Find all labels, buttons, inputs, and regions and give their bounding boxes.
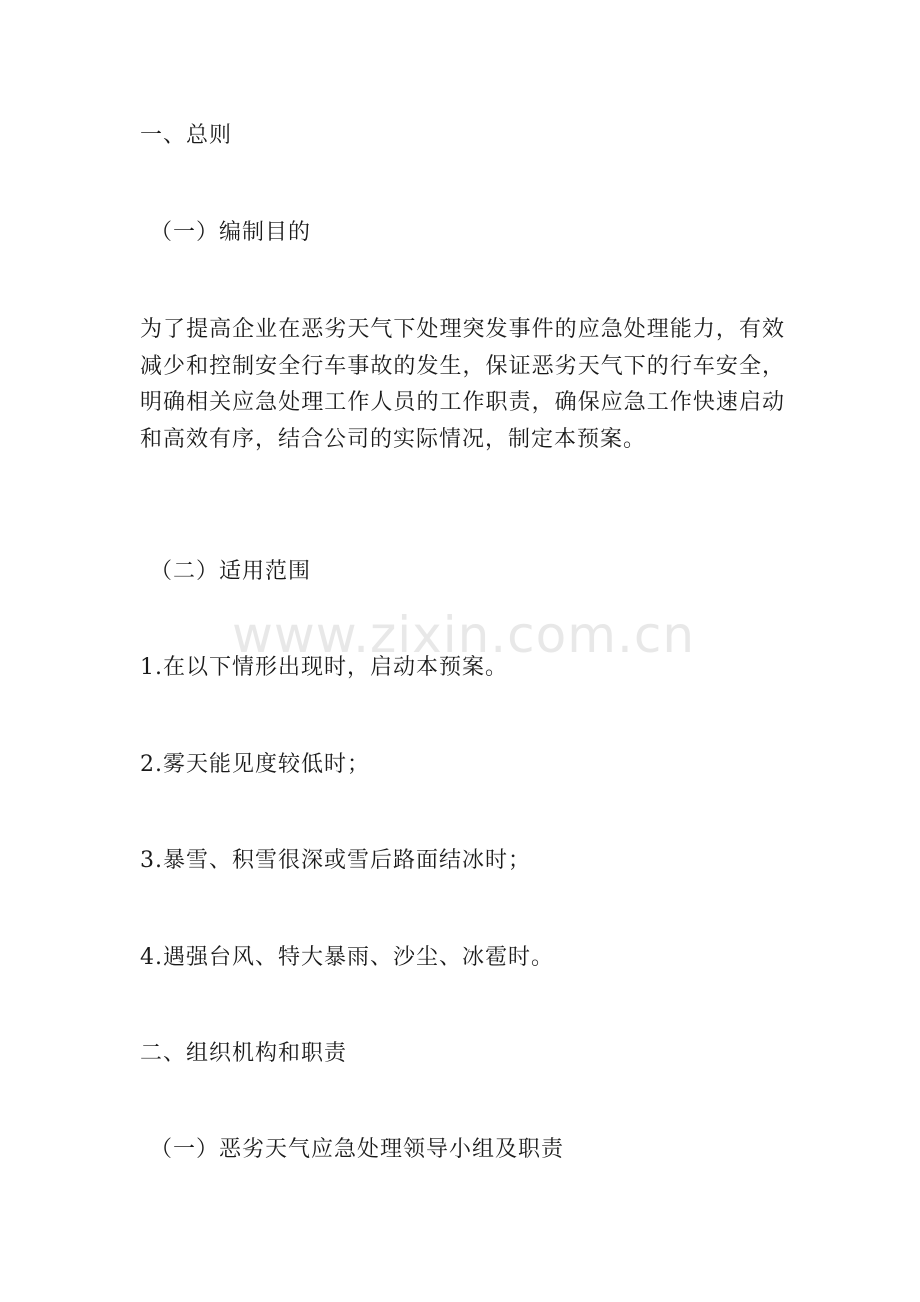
section-heading-organization: 二、组织机构和职责 [140, 1041, 348, 1066]
scope-item-1: 1.在以下情形出现时，启动本预案。 [140, 655, 508, 680]
scope-item-3: 3.暴雪、积雪很深或雪后路面结冰时； [140, 848, 531, 873]
section-heading-general: 一、总则 [140, 123, 233, 148]
subheading-purpose: （一）编制目的 [150, 220, 312, 245]
scope-item-2: 2.雾天能见度较低时； [140, 752, 370, 777]
purpose-paragraph: 为了提高企业在恶劣天气下处理突发事件的应急处理能力，有效减少和控制安全行车事故的发生，保证恶劣天气下的行车安全，明确相关应急处理工作人员的工作职责，确保应急工作快速启动和高效有序，结合公司的实际情况，制定本预案。 [140, 317, 785, 452]
subheading-scope: （二）适用范围 [150, 559, 312, 584]
watermark-text: www.zixin.com.cn [232, 606, 696, 664]
subheading-leadership-group: （一）恶劣天气应急处理领导小组及职责 [150, 1137, 565, 1162]
scope-item-4: 4.遇强台风、特大暴雨、沙尘、冰雹时。 [140, 945, 554, 970]
